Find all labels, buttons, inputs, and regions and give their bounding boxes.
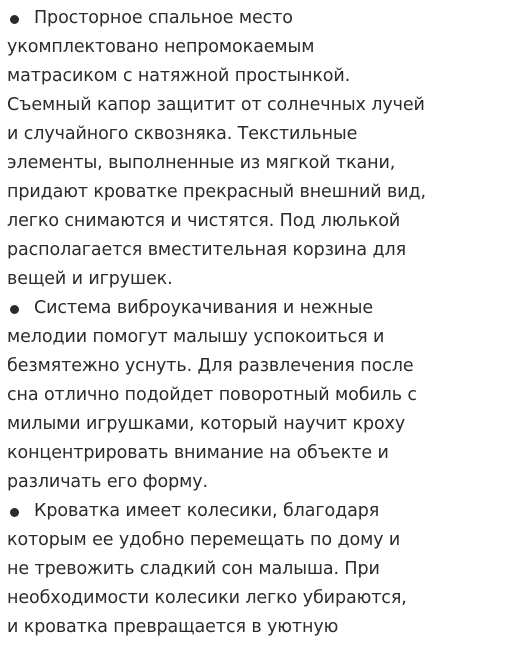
text-line: которым ее удобно перемещать по дому и	[7, 530, 401, 550]
bullet-icon	[10, 15, 19, 24]
text-line: необходимости колесики легко убираются,	[7, 588, 407, 608]
text-line: легко снимаются и чистятся. Под люлькой	[7, 211, 401, 231]
text-line: милыми игрушками, который научит кроху	[7, 414, 406, 434]
text-line: Просторное спальное место	[34, 8, 293, 28]
text-line: укомплектовано непромокаемым	[7, 37, 315, 57]
bullet-icon	[10, 305, 19, 314]
feature-list	[0, 4, 530, 642]
text-line: различать его форму.	[7, 472, 208, 492]
list-item-wheels	[0, 497, 530, 642]
text-line: элементы, выполненные из мягкой ткани,	[7, 153, 396, 173]
text-line: концентрировать внимание на объекте и	[7, 443, 389, 463]
text-line: мелодии помогут малышу успокоиться и	[7, 327, 385, 347]
text-line: сна отлично подойдет поворотный мобиль с	[7, 385, 417, 405]
bullet-icon	[10, 508, 19, 517]
text-line: придают кроватке прекрасный внешний вид,	[7, 182, 426, 202]
text-line: и случайного сквозняка. Текстильные	[7, 124, 358, 144]
text-line: матрасиком с натяжной простынкой.	[7, 66, 351, 86]
text-line: не тревожить сладкий сон малыша. При	[7, 559, 380, 579]
text-line: Съемный капор защитит от солнечных лучей	[7, 95, 425, 115]
list-item-sleeping-place	[0, 4, 530, 294]
list-item-rocking-system	[0, 294, 530, 497]
text-line: вещей и игрушек.	[7, 269, 173, 289]
text-line: Система виброукачивания и нежные	[34, 298, 373, 318]
text-line: Кроватка имеет колесики, благодаря	[34, 501, 380, 521]
text-line: безмятежно уснуть. Для развлечения после	[7, 356, 414, 376]
text-line: и кроватка превращается в уютную	[7, 617, 339, 637]
text-line: располагается вместительная корзина для	[7, 240, 406, 260]
